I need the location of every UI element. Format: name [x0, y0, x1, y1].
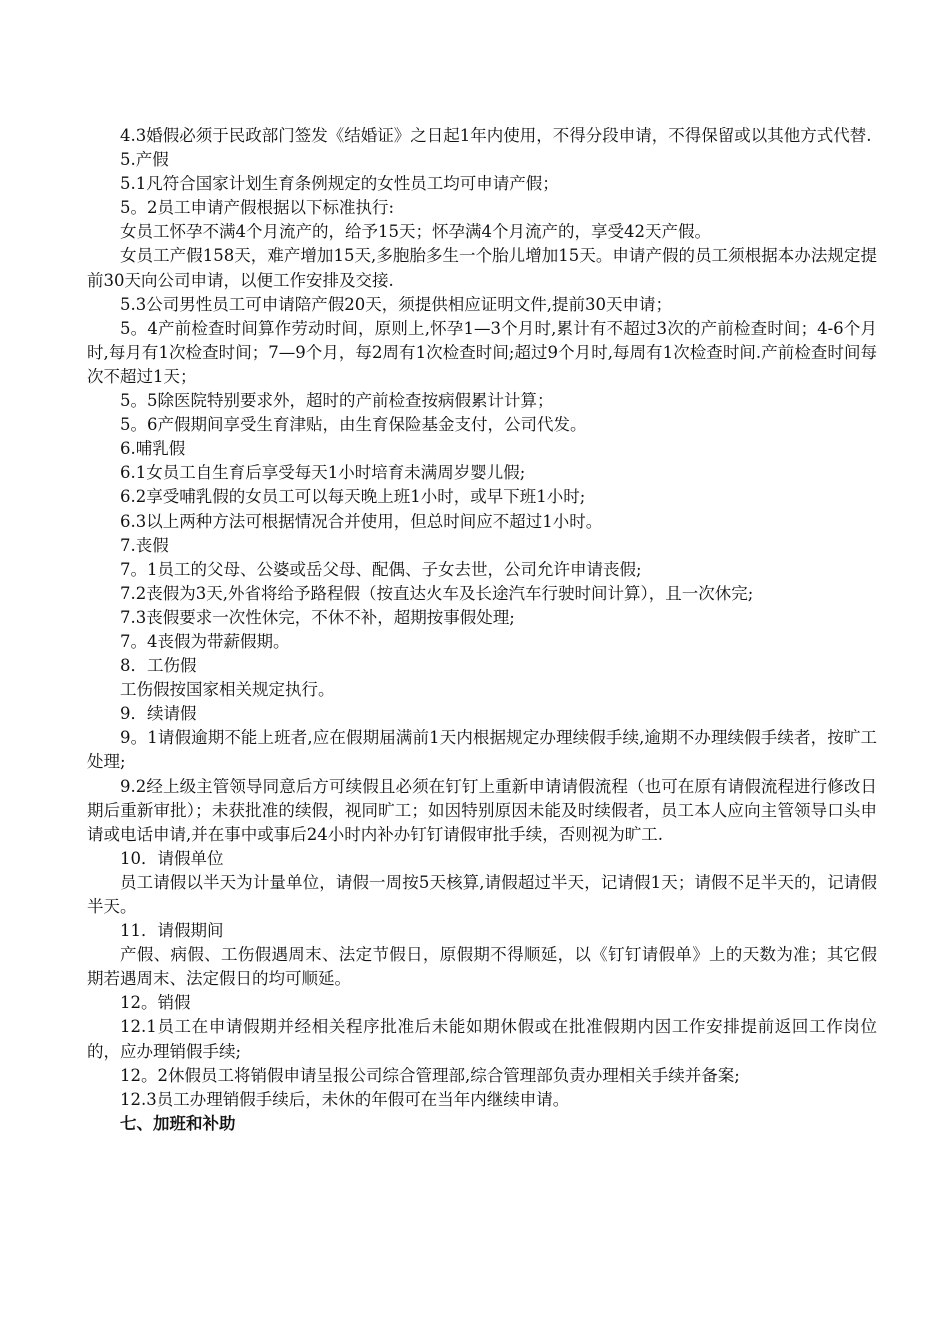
- paragraph-5-1: 5.1凡符合国家计划生育条例规定的女性员工均可申请产假；: [120, 174, 559, 194]
- paragraph-7-1: 7。1员工的父母、公婆或岳父母、配偶、子女去世，公司允许申请丧假;: [120, 559, 642, 579]
- paragraph-5-5: 5。5除医院特别要求外，超时的产前检查按病假累计计算；: [120, 391, 554, 411]
- heading-maternity-leave: 5.产假: [120, 150, 169, 170]
- heading-leave-unit: 10．请假单位: [120, 848, 224, 868]
- paragraph-6-2: 6.2享受哺乳假的女员工可以每天晚上班1小时，或早下班1小时;: [120, 487, 586, 507]
- paragraph-maternity-days: 女员工产假158天，难产增加15天,多胞胎多生一个胎儿增加15天。申请产假的员工须根据本办法规定提前30天向公司申请，以便工作安排及交接.: [87, 246, 877, 290]
- paragraph-injury-leave: 工伤假按国家相关规定执行。: [120, 680, 335, 700]
- heading-injury-leave: 8．工伤假: [120, 656, 197, 676]
- paragraph-9-2: 9.2经上级主管领导同意后方可续假且必须在钉钉上重新申请请假流程（也可在原有请假流程进行修改日期后重新审批）；未获批准的续假，视同旷工；如因特别原因未能及时续假者，员工本人应向主管领导口头申请或电话申请,并在事中或事后24小时内补办钉钉请假审批手续，否则视为旷工.: [87, 776, 877, 844]
- paragraph-5-6: 5。6产假期间享受生育津贴，由生育保险基金支付，公司代发。: [120, 415, 587, 435]
- paragraph-12-3: 12.3员工办理销假手续后，未休的年假可在当年内继续申请。: [120, 1089, 570, 1109]
- paragraph-12-2: 12。2休假员工将销假申请呈报公司综合管理部,综合管理部负责办理相关手续并备案;: [120, 1065, 740, 1085]
- document-body: [87, 124, 877, 1136]
- heading-cancel-leave: 12。销假: [120, 993, 191, 1013]
- paragraph-7-2: 7.2丧假为3天,外省将给予路程假（按直达火车及长途汽车行驶时间计算），且一次休完;: [120, 583, 754, 603]
- paragraph-5-4: 5。4产前检查时间算作劳动时间，原则上,怀孕1—3个月时,累计有不超过3次的产前检查时间；4-6个月时,每月有1次检查时间；7—9个月，每2周有1次检查时间;超过9个月时,每周有1次检查时间.产前检查时间每次不超过1天；: [87, 318, 877, 386]
- paragraph-6-1: 6.1女员工自生育后享受每天1小时培育未满周岁婴儿假;: [120, 463, 526, 483]
- paragraph-7-3: 7.3丧假要求一次性休完，不休不补，超期按事假处理;: [120, 607, 515, 627]
- paragraph-marriage-leave-4-3: 4.3婚假必须于民政部门签发《结婚证》之日起1年内使用，不得分段申请，不得保留或以其他方式代替.: [120, 126, 872, 145]
- paragraph-6-3: 6.3以上两种方法可根据情况合并使用，但总时间应不超过1小时。: [120, 511, 603, 531]
- heading-leave-extension: 9．续请假: [120, 704, 197, 724]
- heading-bereavement-leave: 7.丧假: [120, 535, 169, 555]
- section-heading-overtime: 七、加班和补助: [120, 1113, 236, 1133]
- heading-leave-period: 11．请假期间: [120, 921, 224, 941]
- paragraph-5-2: 5。2员工申请产假根据以下标准执行:: [120, 198, 395, 218]
- paragraph-leave-unit: 员工请假以半天为计量单位，请假一周按5天核算,请假超过半天，记请假1天；请假不足半天的，记请假半天。: [87, 872, 877, 916]
- paragraph-12-1: 12.1员工在申请假期并经相关程序批准后未能如期休假或在批准假期内因工作安排提前返回工作岗位的，应办理销假手续;: [87, 1017, 877, 1061]
- paragraph-5-3: 5.3公司男性员工可申请陪产假20天，须提供相应证明文件,提前30天申请；: [120, 294, 672, 314]
- paragraph-7-4: 7。4丧假为带薪假期。: [120, 631, 290, 651]
- heading-nursing-leave: 6.哺乳假: [120, 439, 186, 459]
- paragraph-9-1: 9。1请假逾期不能上班者,应在假期届满前1天内根据规定办理续假手续,逾期不办理续假手续者，按旷工处理;: [87, 728, 877, 772]
- paragraph-miscarriage: 女员工怀孕不满4个月流产的，给予15天；怀孕满4个月流产的，享受42天产假。: [120, 222, 711, 242]
- paragraph-leave-period: 产假、病假、工伤假遇周末、法定节假日，原假期不得顺延，以《钉钉请假单》上的天数为准；其它假期若遇周末、法定假日的均可顺延。: [87, 945, 877, 989]
